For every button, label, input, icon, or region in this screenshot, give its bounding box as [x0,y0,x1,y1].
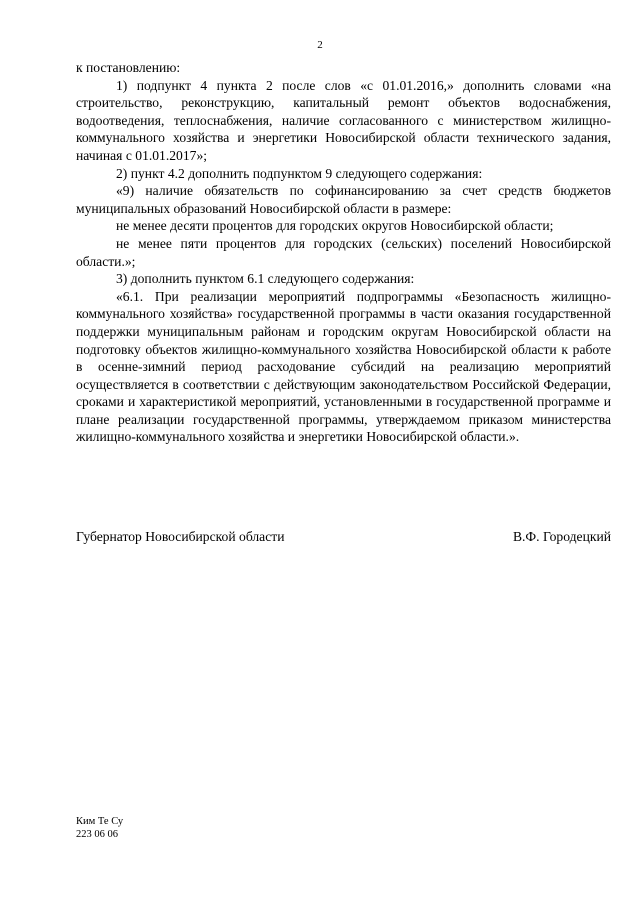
author-phone: 223 06 06 [76,829,118,840]
signature-block [76,528,611,546]
document-body [76,59,611,446]
signatory-position: Губернатор Новосибирской области [76,529,285,544]
signatory-name: В.Ф. Городецкий [512,529,611,544]
paragraph-city-districts: не менее десяти процентов для городских округов Новосибирской области; [116,218,554,234]
paragraph-subitem-9: «9) наличие обязательств по софинансированию за счет средств бюджетов муниципальных образований Новосибирской области в размере: [76,183,611,216]
author-footer [76,815,123,841]
paragraph-item-2: 2) пункт 4.2 дополнить подпунктом 9 следующего содержания: [116,165,483,181]
paragraph-settlements: не менее пяти процентов для городских (сельских) поселений Новосибирской области.»; [76,235,611,269]
paragraph-intro: к постановлению: [76,60,181,75]
paragraph-point-6-1: «6.1. При реализации мероприятий подпрограммы «Безопасность жилищно-коммунального хозяйства» государственной программы в части оказания государственной поддержки муниципальным районам и городским округам Новосибирской области на подготовку объектов жилищно-коммунального хозяйства Новосибирской области к работе в осенне-зимний период расходование субсидий на реализацию мероприятий осуществляется в соответствии с действующим законодательством Российской Федерации, сроками и характеристикой мероприятий, установленными в государственной программе и плане реализации государственной программы, утверждаемом приказом министерства жилищно-коммунального хозяйства и энергетики Новосибирской области.». [76,288,611,445]
paragraph-item-1: 1) подпункт 4 пункта 2 после слов «с 01.01.2016,» дополнить словами «на строительство, реконструкцию, капитальный ремонт объектов водоснабжения, водоотведения, теплоснабжения, наличие согласованного с министерством жилищно-коммунального хозяйства и энергетики Новосибирской области технического задания, начиная с 01.01.2017»; [76,77,611,163]
page-number: 2 [317,39,323,51]
author-name: Ким Те Су [76,816,124,827]
paragraph-item-3: 3) дополнить пунктом 6.1 следующего содержания: [116,271,415,287]
